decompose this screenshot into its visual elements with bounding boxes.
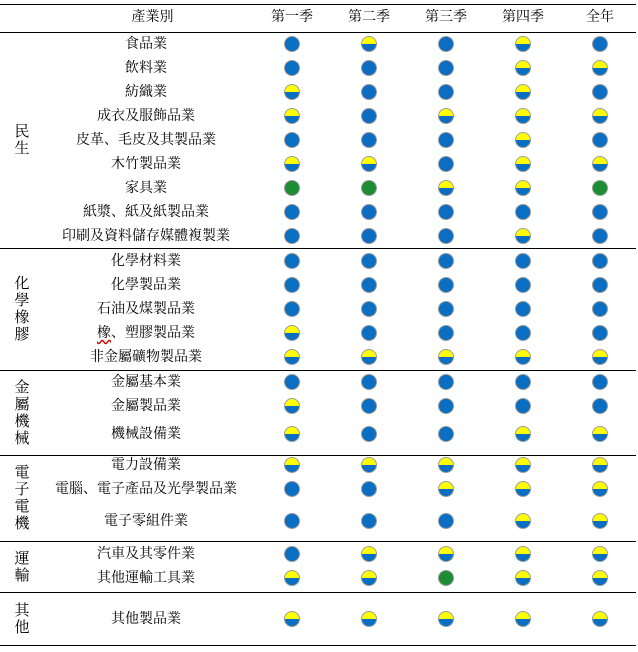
header-industry: 產業別	[131, 9, 174, 25]
signal-light-blue	[361, 301, 377, 317]
signal-light-mixed	[592, 513, 608, 529]
industry-name: 其他製品業	[111, 611, 181, 627]
industry-name: 飲料業	[125, 60, 167, 76]
signal-light-blue	[438, 301, 454, 317]
signal-light-mixed	[592, 60, 608, 76]
group-label-char: 機	[14, 514, 30, 532]
signal-light-blue	[438, 398, 454, 414]
header-q2: 第二季	[348, 9, 390, 25]
signal-light-blue	[361, 108, 377, 124]
signal-light-blue	[438, 156, 454, 172]
signal-light-blue	[361, 325, 377, 341]
signal-light-blue	[284, 301, 300, 317]
signal-light-mixed	[515, 481, 531, 497]
signal-light-mixed	[284, 457, 300, 473]
signal-light-blue	[515, 374, 531, 390]
group-label-char: 電	[14, 463, 30, 481]
signal-light-blue	[438, 374, 454, 390]
signal-light-blue	[438, 277, 454, 293]
signal-light-mixed	[515, 36, 531, 52]
signal-light-blue	[284, 228, 300, 244]
signal-light-mixed	[361, 156, 377, 172]
signal-light-mixed	[515, 611, 531, 627]
signal-light-mixed	[515, 132, 531, 148]
signal-light-blue	[284, 253, 300, 269]
signal-light-blue	[438, 325, 454, 341]
industry-name: 紡織業	[125, 84, 167, 100]
signal-light-mixed	[361, 457, 377, 473]
signal-light-green	[438, 570, 454, 586]
industry-name: 家具業	[125, 180, 167, 196]
signal-light-blue	[438, 132, 454, 148]
signal-light-blue	[515, 253, 531, 269]
table-top-border	[0, 4, 636, 5]
signal-light-mixed	[592, 426, 608, 442]
signal-light-mixed	[438, 481, 454, 497]
group-label-char: 機	[14, 412, 30, 430]
signal-light-blue	[284, 546, 300, 562]
group-label-char: 金	[14, 378, 30, 396]
signal-light-blue	[284, 204, 300, 220]
signal-light-blue	[438, 36, 454, 52]
signal-light-blue	[592, 228, 608, 244]
signal-light-mixed	[515, 457, 531, 473]
signal-light-blue	[592, 132, 608, 148]
signal-light-mixed	[284, 426, 300, 442]
signal-light-blue	[438, 253, 454, 269]
signal-light-mixed	[592, 570, 608, 586]
signal-light-mixed	[284, 325, 300, 341]
signal-light-blue	[361, 132, 377, 148]
signal-light-blue	[361, 513, 377, 529]
group-label-1	[3, 275, 41, 343]
signal-light-blue	[284, 513, 300, 529]
industry-name: 汽車及其零件業	[97, 546, 195, 562]
header-year: 全年	[586, 9, 614, 25]
signal-light-blue	[438, 84, 454, 100]
signal-light-blue	[515, 204, 531, 220]
group-label-char: 化	[14, 274, 30, 292]
group-label-char: 學	[14, 291, 30, 309]
group-label-char: 輸	[14, 566, 30, 584]
signal-light-mixed	[592, 349, 608, 365]
group-label-char: 橡	[14, 308, 30, 326]
signal-light-blue	[592, 301, 608, 317]
signal-light-mixed	[515, 84, 531, 100]
signal-light-mixed	[284, 349, 300, 365]
industry-name: 化學材料業	[111, 253, 181, 269]
industry-name: 非金屬礦物製品業	[90, 349, 202, 365]
signal-light-blue	[515, 277, 531, 293]
signal-light-blue	[438, 60, 454, 76]
industry-name: 金屬基本業	[111, 374, 181, 390]
group-divider	[0, 541, 636, 542]
group-divider	[0, 645, 636, 646]
signal-light-green	[592, 180, 608, 196]
group-label-3	[3, 464, 41, 532]
signal-light-blue	[284, 60, 300, 76]
group-label-char: 運	[14, 549, 30, 567]
header-q1: 第一季	[271, 9, 313, 25]
signal-light-mixed	[592, 546, 608, 562]
signal-light-mixed	[592, 481, 608, 497]
signal-light-mixed	[284, 611, 300, 627]
signal-light-mixed	[515, 180, 531, 196]
signal-light-blue	[361, 60, 377, 76]
signal-light-blue	[592, 204, 608, 220]
industry-name: 皮革、毛皮及其製品業	[76, 132, 216, 148]
signal-light-blue	[284, 374, 300, 390]
signal-light-blue	[361, 84, 377, 100]
signal-light-mixed	[515, 426, 531, 442]
signal-light-mixed	[515, 546, 531, 562]
signal-light-blue	[592, 253, 608, 269]
signal-light-mixed	[361, 36, 377, 52]
signal-light-blue	[361, 228, 377, 244]
signal-light-mixed	[438, 611, 454, 627]
group-label-char: 膠	[14, 325, 30, 343]
signal-light-blue	[592, 398, 608, 414]
signal-light-mixed	[361, 611, 377, 627]
signal-light-blue	[284, 36, 300, 52]
industry-name: 石油及煤製品業	[97, 301, 195, 317]
signal-light-blue	[592, 325, 608, 341]
signal-light-mixed	[515, 513, 531, 529]
header-q3: 第三季	[425, 9, 467, 25]
signal-light-blue	[515, 325, 531, 341]
signal-light-mixed	[438, 546, 454, 562]
group-divider	[0, 248, 636, 249]
signal-light-blue	[361, 481, 377, 497]
signal-light-blue	[592, 374, 608, 390]
group-label-2	[3, 379, 41, 447]
industry-name: 橡、塑膠製品業	[97, 325, 195, 341]
industry-name: 成衣及服飾品業	[97, 108, 195, 124]
signal-light-mixed	[284, 156, 300, 172]
signal-light-mixed	[515, 108, 531, 124]
signal-light-blue	[284, 277, 300, 293]
industry-name: 食品業	[125, 36, 167, 52]
header-q4: 第四季	[502, 9, 544, 25]
signal-light-green	[284, 180, 300, 196]
signal-light-mixed	[515, 156, 531, 172]
signal-light-green	[361, 180, 377, 196]
group-label-0	[3, 123, 41, 157]
group-label-char: 他	[14, 618, 30, 636]
signal-light-blue	[592, 277, 608, 293]
signal-light-mixed	[284, 398, 300, 414]
group-label-4	[3, 550, 41, 584]
signal-light-mixed	[284, 570, 300, 586]
signal-light-blue	[515, 301, 531, 317]
signal-light-blue	[515, 398, 531, 414]
group-label-char: 械	[14, 429, 30, 447]
signal-light-mixed	[284, 108, 300, 124]
signal-light-blue	[361, 204, 377, 220]
header-bottom-border	[0, 32, 636, 33]
signal-light-blue	[361, 426, 377, 442]
industry-name: 電子零組件業	[104, 513, 188, 529]
signal-light-mixed	[592, 611, 608, 627]
signal-light-mixed	[592, 108, 608, 124]
industry-name: 其他運輸工具業	[97, 570, 195, 586]
signal-light-mixed	[438, 180, 454, 196]
group-label-char: 生	[14, 139, 30, 157]
group-label-char: 子	[14, 480, 30, 498]
signal-light-mixed	[361, 349, 377, 365]
signal-light-blue	[284, 132, 300, 148]
signal-light-blue	[438, 228, 454, 244]
signal-light-mixed	[592, 457, 608, 473]
signal-light-mixed	[592, 156, 608, 172]
signal-light-blue	[361, 374, 377, 390]
signal-light-mixed	[515, 570, 531, 586]
group-label-char: 電	[14, 497, 30, 515]
group-label-char: 民	[14, 122, 30, 140]
signal-light-mixed	[438, 108, 454, 124]
signal-light-blue	[361, 253, 377, 269]
signal-light-blue	[438, 513, 454, 529]
group-label-5	[3, 602, 41, 636]
industry-name: 紙漿、紙及紙製品業	[83, 204, 209, 220]
signal-light-mixed	[284, 84, 300, 100]
signal-light-mixed	[438, 349, 454, 365]
industry-name: 化學製品業	[111, 277, 181, 293]
group-label-char: 屬	[14, 395, 30, 413]
signal-light-mixed	[361, 546, 377, 562]
signal-light-mixed	[515, 60, 531, 76]
signal-light-blue	[592, 36, 608, 52]
signal-light-mixed	[515, 228, 531, 244]
group-label-char: 其	[14, 601, 30, 619]
industry-name: 印刷及資料儲存媒體複製業	[62, 228, 230, 244]
industry-name: 機械設備業	[111, 426, 181, 442]
industry-name: 電腦、電子產品及光學製品業	[55, 481, 237, 497]
industry-name: 金屬製品業	[111, 398, 181, 414]
signal-light-blue	[592, 84, 608, 100]
signal-light-blue	[284, 481, 300, 497]
signal-light-mixed	[515, 349, 531, 365]
industry-name: 電力設備業	[111, 457, 181, 473]
signal-light-mixed	[361, 570, 377, 586]
group-divider	[0, 592, 636, 593]
group-divider	[0, 370, 636, 371]
spellcheck-underline: 橡	[97, 325, 111, 341]
signal-light-blue	[361, 398, 377, 414]
signal-light-mixed	[438, 457, 454, 473]
signal-light-blue	[438, 204, 454, 220]
industry-name: 木竹製品業	[111, 156, 181, 172]
signal-light-blue	[361, 277, 377, 293]
signal-light-blue	[438, 426, 454, 442]
